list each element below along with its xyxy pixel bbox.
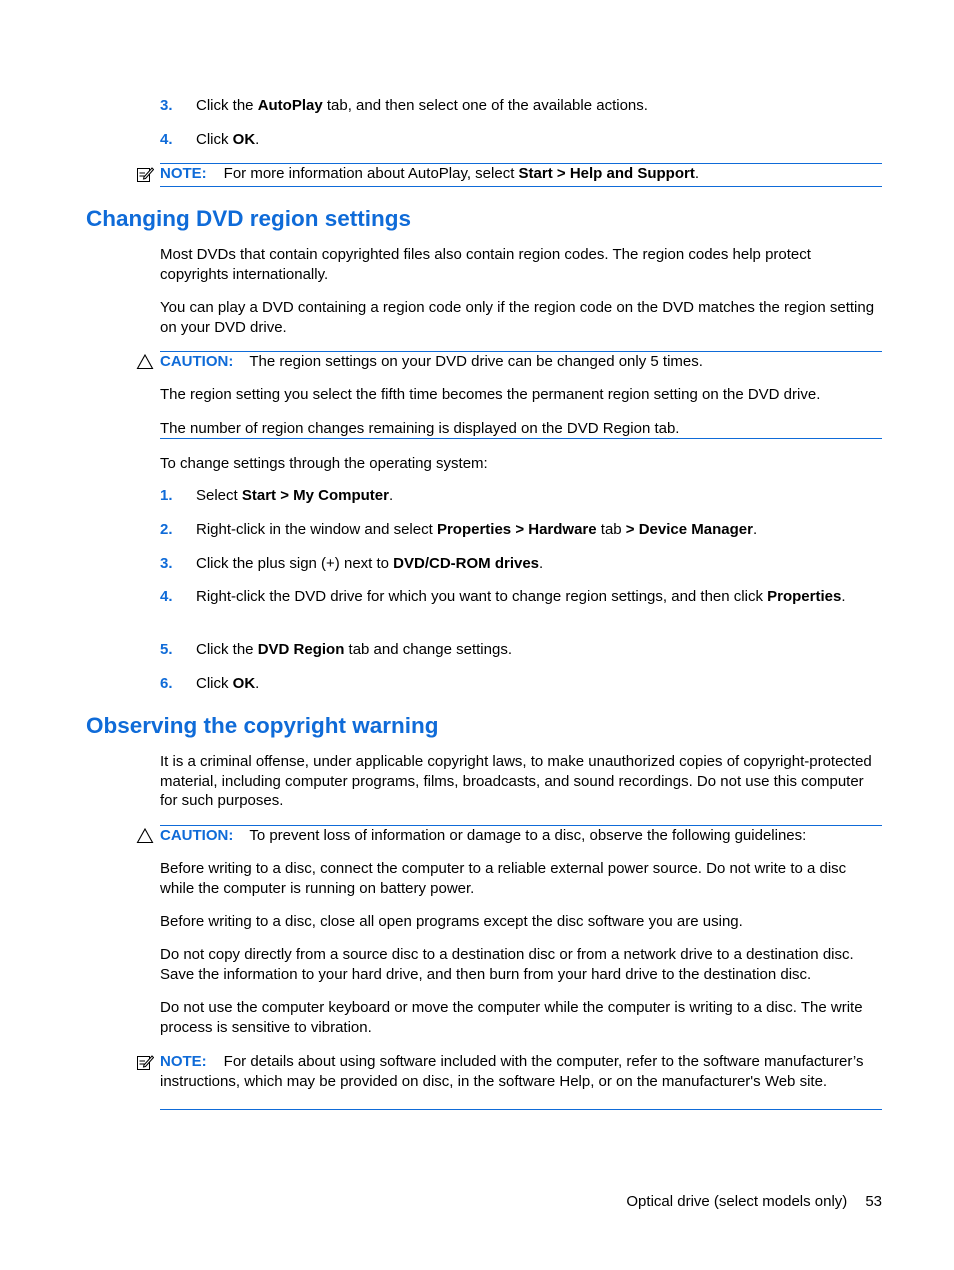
step-text: Click the plus sign (+) next to — [196, 555, 394, 572]
step-number: 6. — [160, 675, 173, 692]
paragraph: Before writing to a disc, close all open programs except the disc software you are using. — [160, 913, 743, 930]
step-text: . — [255, 675, 260, 692]
paragraph: Do not use the computer keyboard or move the computer while the computer is writing to a disc. The write process is sensitive to vibration. — [160, 999, 863, 1036]
caution-box — [136, 351, 882, 439]
note-text: For more information about AutoPlay, select — [223, 165, 519, 182]
step-text: . — [388, 487, 394, 504]
step-number: 2. — [160, 521, 173, 538]
note-pencil-icon — [136, 1053, 154, 1071]
paragraph: Before writing to a disc, connect the computer to a reliable external power source. Do not write to a disc while the computer is running on battery power. — [160, 860, 847, 897]
note-box — [136, 163, 882, 187]
caution-triangle-icon — [136, 353, 154, 371]
paragraph: To change settings through the operating system: — [160, 455, 488, 472]
step-number: 3. — [160, 97, 173, 114]
paragraph: You can play a DVD containing a region code only if the region code on the DVD matches the region setting on your DVD drive. — [160, 299, 875, 336]
section-heading: Changing DVD region settings — [86, 206, 412, 231]
paragraph: Do not copy directly from a source disc to a destination disc or from a network drive to a destination disc. Save the information to your hard drive, and then burn from your hard drive to the destination disc. — [160, 946, 854, 983]
step-bold: AutoPlay — [257, 97, 323, 114]
step-text: Click — [196, 131, 233, 148]
step-text: . — [539, 555, 544, 572]
divider — [160, 438, 882, 439]
step-number: 1. — [160, 487, 173, 504]
step-bold: Properties — [767, 588, 842, 605]
paragraph: It is a criminal offense, under applicable copyright laws, to make unauthorized copies of copyright-protected material, including computer programs, films, broadcasts, and sound recordings. Do not use this computer for such purposes. — [160, 753, 872, 809]
step-text: Right-click the DVD drive for which you want to change region settings, and then click — [196, 588, 768, 605]
page-number: 53 — [865, 1193, 882, 1210]
note-text: . — [694, 165, 699, 182]
page-footer — [626, 1192, 882, 1212]
caution-label: CAUTION: — [160, 827, 234, 844]
step-text: . — [752, 521, 758, 538]
step-number: 3. — [160, 555, 173, 572]
step-bold: DVD Region — [257, 641, 345, 658]
divider — [160, 1109, 882, 1110]
note-text: For details about using software included with the computer, refer to the software manufacturer’s instructions, which may be provided on disc, in the software Help, or on the manufacturer's Web site. — [160, 1053, 864, 1090]
step-text: tab and change settings. — [344, 641, 512, 658]
step-number: 4. — [160, 588, 173, 605]
step-bold: Properties > Hardware — [436, 521, 597, 538]
paragraph: Most DVDs that contain copyrighted files also contain region codes. The region codes help protect copyrights internationally. — [160, 246, 811, 283]
step-text: Right-click in the window and select — [196, 521, 437, 538]
step-text: Select — [196, 487, 242, 504]
step-bold: Start > My Computer — [241, 487, 389, 504]
note-bold: Start > Help and Support — [518, 165, 695, 182]
caution-text: To prevent loss of information or damage to a disc, observe the following guidelines: — [249, 827, 807, 844]
step-text: tab — [596, 521, 626, 538]
step-bold: OK — [232, 675, 256, 692]
step-bold: DVD/CD-ROM drives — [393, 555, 540, 572]
step-number: 4. — [160, 131, 173, 148]
section-heading: Observing the copyright warning — [86, 713, 439, 738]
step-number: 5. — [160, 641, 173, 658]
caution-text: The region settings on your DVD drive can be changed only 5 times. — [249, 353, 703, 370]
caution-paragraph: The number of region changes remaining is displayed on the DVD Region tab. — [160, 420, 680, 437]
step-text: . — [255, 131, 260, 148]
step-text: tab, and then select one of the available actions. — [322, 97, 648, 114]
step-text: Click — [196, 675, 233, 692]
caution-label: CAUTION: — [160, 353, 234, 370]
step-text: . — [841, 588, 846, 605]
step-text: Click the — [196, 97, 258, 114]
note-box — [136, 1051, 882, 1110]
step-bold: OK — [232, 131, 256, 148]
note-label: NOTE: — [160, 1053, 207, 1070]
note-pencil-icon — [136, 165, 154, 183]
caution-box — [136, 825, 882, 849]
caution-triangle-icon — [136, 827, 154, 845]
footer-title: Optical drive (select models only) — [626, 1193, 848, 1210]
step-bold: > Device Manager — [625, 521, 753, 538]
step-text: Click the — [196, 641, 258, 658]
divider — [160, 186, 882, 187]
caution-paragraph: The region setting you select the fifth time becomes the permanent region setting on the DVD drive. — [160, 386, 821, 403]
note-label: NOTE: — [160, 165, 207, 182]
